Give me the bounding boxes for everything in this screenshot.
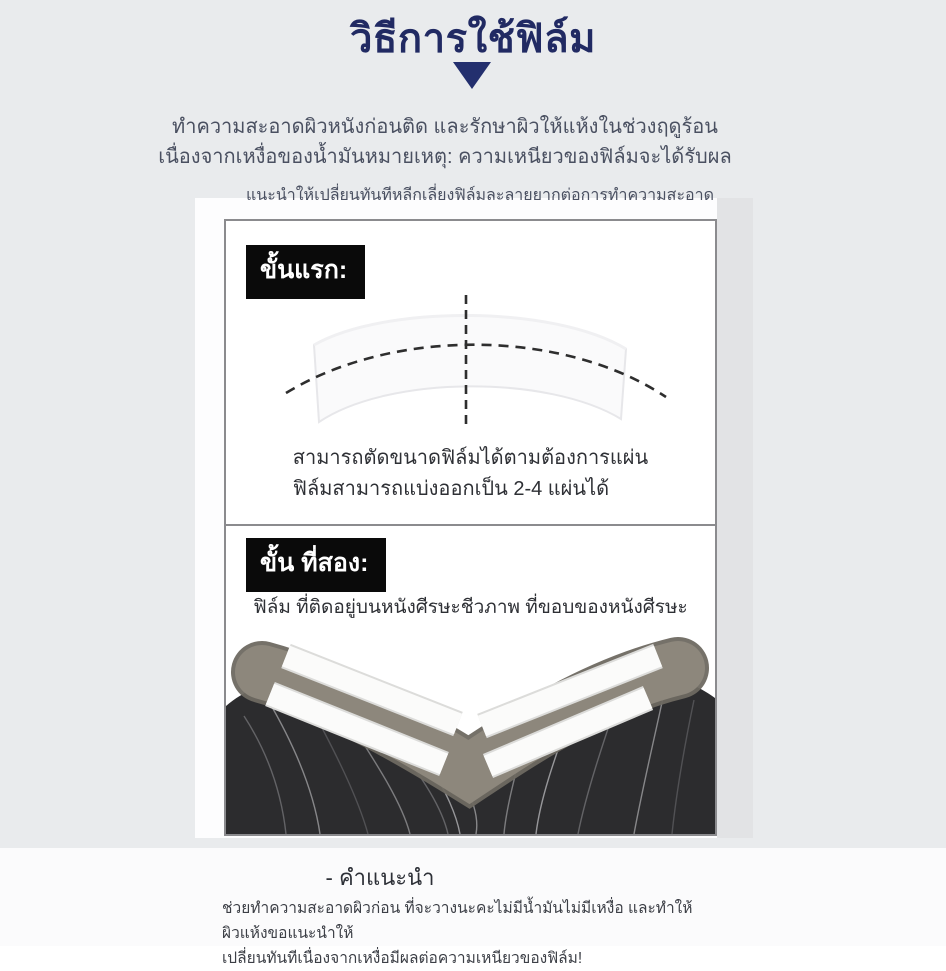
step-1-caption-line-2: ฟิล์มสามารถแบ่งออกเป็น 2-4 แผ่นได้: [292, 478, 610, 500]
step-2-label: ขั้น ที่สอง:: [246, 538, 386, 592]
intro-paragraph: [130, 112, 760, 172]
footer-body-line-1: ช่วยทำความสะอาดผิวก่อน ที่จะวางนะคะไม่มีน้ำมันไม่มีเหงื่อ และทำให้ผิวแห้งขอแนะนำให้: [222, 900, 693, 942]
column-shadow-strip: [717, 198, 753, 838]
footer-body: [222, 897, 702, 971]
hairpiece-image: [226, 628, 715, 834]
page-title: วิธีการใช้ฟิล์ม: [350, 17, 596, 61]
footer-heading: - คำแนะนำ: [325, 865, 435, 890]
film-cut-diagram-icon: [274, 287, 674, 435]
intro-line-1: ทำความสะอาดผิวหนังก่อนติด และรักษาผิวให้แห้งในช่วงฤดูร้อน: [172, 116, 718, 138]
steps-box: [224, 219, 717, 836]
triangle-down-icon: [453, 62, 491, 89]
step-1-section: [226, 221, 715, 524]
intro-line-2: เนื่องจากเหงื่อของน้ำมันหมายเหตุ: ความเหนียวของฟิล์มจะได้รับผล: [158, 146, 732, 168]
step-2-caption: ฟิล์ม ที่ติดอยู่บนหนังศีรษะชีวภาพ ที่ขอบของหนังศีรษะ: [253, 597, 688, 618]
step-1-caption-line-1: สามารถตัดขนาดฟิล์มได้ตามต้องการแผ่น: [292, 447, 649, 469]
step-1-label: ขั้นแรก:: [246, 245, 365, 299]
step-2-section: [226, 526, 715, 834]
step-1-caption: [226, 443, 715, 505]
note-line: แนะนำให้เปลี่ยนทันทีหลีกเลี่ยงฟิล์มละลายยากต่อการทำความสะอาด: [245, 187, 715, 204]
footer-body-line-2: เปลี่ยนทันทีเนื่องจากเหงื่อมีผลต่อความเหนียวของฟิล์ม!: [222, 949, 583, 967]
